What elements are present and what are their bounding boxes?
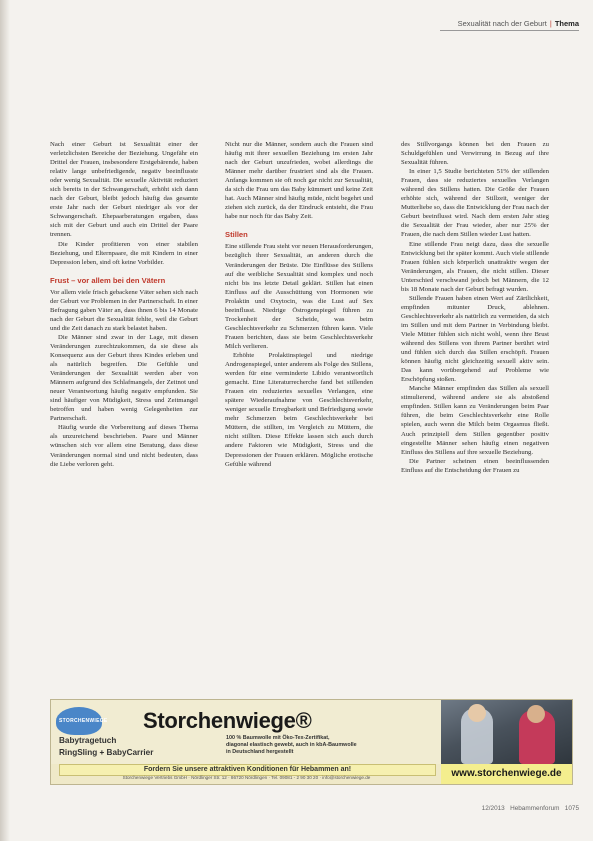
paragraph: In einer 1,5 Studie berichteten 51% der stillenden Frauen, dass sie reduziertes sexuelles Verlangen während des Stillens hatten. Die Größe der Frauen erhöhte sich, während der Stillzeit, weniger der Mutterliebe so, dass die Entwicklung der Frau nach der Geburt beeinflusst wird. Nach dem ersten Jahr stieg die Sexualität der Frau wieder, aber nur 25% der Frauen, die nach dem Stillen wieder Lust hatten. (401, 168, 549, 239)
paragraph: Die Kinder profitieren von einer stabilen Beziehung, und Elternpaare, die mit Kindern in einer Depression leben, sind oft keine Vorbilder. (50, 240, 198, 266)
feature-line: in Deutschland hergestellt (226, 749, 294, 755)
paragraph: Nicht nur die Männer, sondern auch die Frauen sind häufig mit ihrer sexuellen Beziehung im ersten Jahr nach der Geburt unzufrieden, wobei allerdings die Männer mehr darüber frustriert sind als die Frauen. Anfangs kommen sie oft noch gar nicht zur Sexualität, da sich die Frau um das Baby kümmert und keine Zeit hat. Auch Männer sind häufig müde, nicht begehrt und ziehen sich zurück, da der Eindruck entsteht, die Frau habe nur noch für das Baby Zeit. (225, 141, 373, 221)
paragraph: Vor allem viele frisch gebackene Väter sehen sich nach der Geburt vor Problemen in der Partnerschaft. In einer Befragung gaben Väter an, dass ihnen 6 bis 14 Monate nach der Geburt die Sexualität fehlte, weil die Geburt und die Zeit danach zu stark belastet haben. (50, 288, 198, 332)
ad-brand-name: Storchenwiege® (143, 708, 312, 733)
paragraph: Manche Männer empfinden das Stillen als sexuell stimulierend, während andere sie als abstoßend empfinden. Stillen kann zu Veränderungen beim Paar führen, die beim Geschlechtsverkehr eine Rolle spielen, auch wenn die Milch beim Orgasmus fließt. Auch prinzipiell dem Stillen gegenüber positiv eingestellte Männer sehen häufig einen negativen Einfluss des Stillens auf ihre sexuelle Beziehung. (401, 385, 549, 456)
running-head-section: Sexualität nach der Geburt (457, 19, 547, 28)
product-line-2: RingSling + BabyCarrier (59, 748, 154, 757)
product-ringsling: RingSling (59, 748, 98, 757)
logo-text: STORCHENWIEGE (59, 718, 108, 724)
section-heading-stillen: Stillen (225, 230, 248, 240)
ad-features (226, 735, 431, 756)
folio-publication: Hebammenforum (510, 805, 560, 812)
gutter-shadow (0, 0, 10, 841)
running-head-label: Thema (554, 19, 579, 28)
text-column-2 (225, 140, 373, 595)
paragraph: Stillende Frauen haben einen Wert auf Zärtlichkeit, empfinden mitunter Druck, ablehnen. Geschlechtsverkehr als natürlich zu vermeiden, da sich im Stillen und mit dem Partner in Verbindung bleibt. Viele Mütter fühlen sich nicht wohl, wenn ihre Brust während des Stillens von ihrem Partner berührt wird und fühlen sich durch das Stillen erschöpft. Frauen können häufig nicht gleichzeitig sexuell aktiv sein. Das kann vorübergehend auf Probleme wie Erschöpfung stoßen. (401, 294, 549, 384)
paragraph: Die Männer sind zwar in der Lage, mit diesen Veränderungen zurechtzukommen, da sie diese als Konsequenz aus der Geburt ihres Kindes erleben und als natürlich begreifen. Die Gefühle und Veränderungen der Sexualität werden aber von Männern aufgrund des Schlafmangels, der Zeitnot und neuer Verantwortung häufig negativ empfunden. Sie sind häufiger von Müdigkeit, Stress und Zeitmangel betroffen und haben wenig Gelegenheiten zur Partnerschaft. (50, 333, 198, 423)
ad-website-link[interactable]: www.storchenwiege.de (441, 764, 572, 784)
product-babytragetuch: Babytragetuch (59, 736, 117, 745)
feature-line: diagonal elastisch gewebt, auch in kbA-Baumwolle (226, 742, 357, 748)
ad-contact-line: Storchenwiege Vertriebs GmbH · Nördlinger Str. 12 · 86720 Nördlingen · Tel. 09081 - 2 90 30 20 · info@storchenwiege.de (122, 775, 371, 780)
feature-line: 100 % Baumwolle mit Öko-Tex-Zertifikat, (226, 735, 330, 741)
folio-issue: 12/2013 (481, 805, 505, 812)
paragraph: Eine stillende Frau steht vor neuen Herausforderungen, bezüglich ihrer Sexualität, an anderen durch die Veränderungen der Brüste. Die Einflüsse des Stillens auf die weibliche Sexualität sind komplex und noch nicht bis ins letzte Detail geklärt. Stillen hat einen Einfluss auf die Ausschüttung von Hormonen wie Prolaktin und Oxytocin, was die Lust auf Sex beeinflusst. Niedrige Östrogenspiegel führen zu Trockenheit der Scheide, was beim Geschlechtsverkehr zu Schmerzen führen kann. Viele Frauen berichten, dass sie beim Geschlechtsverkehr Milch verlieren. (225, 243, 373, 350)
paragraph: Nach einer Geburt ist Sexualität einer der verletzlichsten Bereiche der Beziehung. Ungefähr ein Drittel der Frauen, insbesondere Erstgebärende, haben relativ lange unbefriedigende, negativ beeinflusste oder wenig Sexualität. Die sexuelle Aktivität reduziert sich bereits in der Schwangerschaft, erhöht sich dann nach der Geburt, bleibt jedoch häufig das gesamte erste Jahr nach der Geburt niedriger als vor der Schwangerschaft. Ehepaarberatungen ergaben, dass sich mit der Geburt und auch ein Drittel der Paare trennen. (50, 141, 198, 239)
running-head-separator: | (549, 19, 552, 28)
storchenwiege-advertisement (50, 699, 573, 785)
folio-page-number: 1075 (564, 805, 579, 812)
text-column-1 (50, 140, 198, 595)
running-head (458, 19, 579, 28)
section-heading-frust: Frust – vor allem bei den Vätern (50, 275, 166, 285)
paragraph: des Stillvorgangs können bei den Frauen zu Schuldgefühlen und Verwirrung in Bezug auf ihre Sexualität führen. (401, 141, 549, 167)
paragraph: Die Partner scheinen einen beeinflussenden Einfluss auf die Entscheidung der Frauen zu (401, 457, 549, 474)
running-head-rule (440, 30, 579, 31)
text-column-3 (401, 140, 549, 595)
ad-photo-babywearing (441, 700, 572, 764)
paragraph: Eine stillende Frau neigt dazu, dass die sexuelle Entwicklung bei ihr später kommt. Auch viele stillende Frauen fühlen sich körperlich unattraktiv wegen der Veränderungen, als Frauen, die nicht stillen. Dieser Unterschied verschwand jedoch bei Männern, die 12 bis 18 Monate nach der Geburt befragt wurden. (401, 240, 549, 293)
ad-product-list (59, 735, 153, 759)
paragraph: Erhöhte Prolaktinspiegel und niedrige Androgenspiegel, unter anderem als Folge des Stillens, werden für eine verminderte Libido verantwortlich gemacht. Eine Literaturrecherche fand bei stillenden Frauen ein reduziertes sexuelles Verlangen, eine spätere Wiederaufnahme von Geschlechtsverkehr, weniger sexuelle Erregbarkeit und Befriedigung sowie mehr Schmerzen beim Geschlechtsverkehr bei Müttern, die stillten, im Vergleich zu Müttern, die nicht stillten. Diese Effekte lassen sich auch durch andere Faktoren wie Müdigkeit, Stress und die Depressionen der Frauen erklären. Mögliche erotische Gefühle während (225, 351, 373, 468)
page-folio (482, 805, 579, 812)
paragraph: Häufig wurde die Vorbereitung auf dieses Thema als unzureichend beschrieben. Paare und Männer wünschen sich vor allem eine Beratung, dass diese Veränderungen normal sind und nicht bedeuten, dass die Liebe verloren geht. (50, 424, 198, 468)
ad-offer-banner: Fordern Sie unsere attraktiven Konditionen für Hebammen an! (59, 764, 436, 776)
product-babycarrier: BabyCarrier (106, 748, 154, 757)
